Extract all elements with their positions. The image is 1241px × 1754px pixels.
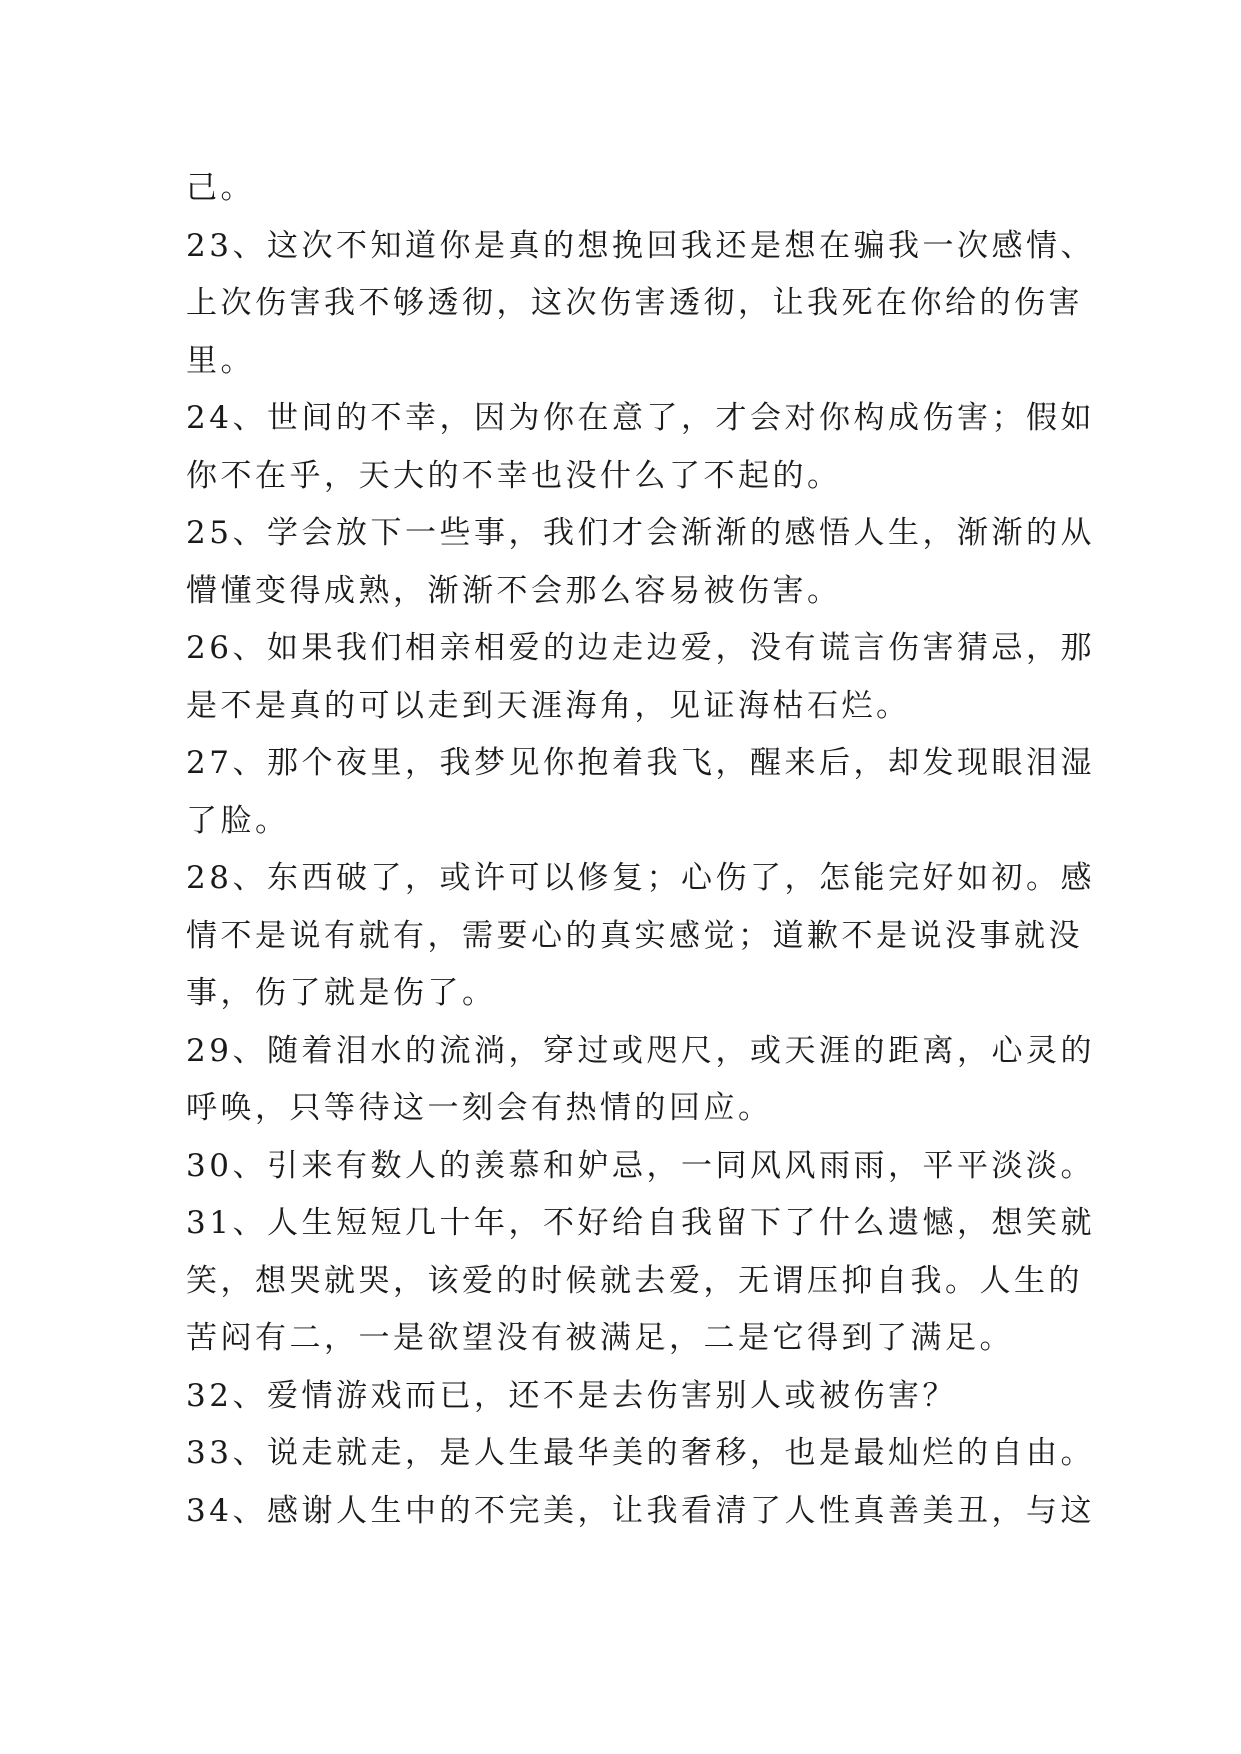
text-line: 了脸。	[186, 802, 290, 839]
text-line: 苦闷有二，一是欲望没有被满足，二是它得到了满足。	[186, 1320, 1014, 1356]
text-line: 笑，想哭就哭，该爱的时候就去爱，无谓压抑自我。人生的	[186, 1262, 1083, 1299]
text-line: 26、如果我们相亲相爱的边走边爱，没有谎言伤害猜忌，那	[186, 630, 1095, 666]
text-line: 呼唤，只等待这一刻会有热情的回应。	[186, 1090, 773, 1126]
text-line: 己。	[186, 170, 255, 206]
text-line: 里。	[186, 342, 255, 379]
text-line: 34、感谢人生中的不完美，让我看清了人性真善美丑，与这	[186, 1492, 1095, 1529]
text-line: 你不在乎，天大的不幸也没什么了不起的。	[186, 457, 842, 494]
text-line: 32、爱情游戏而已，还不是去伤害别人或被伤害？	[186, 1377, 957, 1414]
document-body	[186, 160, 1095, 1540]
text-line: 上次伤害我不够透彻，这次伤害透彻，让我死在你给的伤害	[186, 285, 1083, 321]
text-line: 30、引来有数人的羡慕和妒忌，一同风风雨雨，平平淡淡。	[186, 1147, 1095, 1184]
text-line: 28、东西破了，或许可以修复；心伤了，怎能完好如初。感	[186, 860, 1095, 896]
text-line: 23、这次不知道你是真的想挽回我还是想在骗我一次感情、	[186, 227, 1095, 264]
text-line: 情不是说有就有，需要心的真实感觉；道歉不是说没事就没	[186, 917, 1083, 954]
text-line: 事，伤了就是伤了。	[186, 975, 497, 1011]
text-line: 29、随着泪水的流淌，穿过或咫尺，或天涯的距离，心灵的	[186, 1032, 1095, 1069]
text-line: 31、人生短短几十年，不好给自我留下了什么遗憾，想笑就	[186, 1205, 1095, 1241]
text-line: 24、世间的不幸，因为你在意了，才会对你构成伤害；假如	[186, 400, 1095, 436]
text-line: 是不是真的可以走到天涯海角，见证海枯石烂。	[186, 687, 911, 724]
text-line: 27、那个夜里，我梦见你抱着我飞，醒来后，却发现眼泪湿	[186, 745, 1095, 781]
text-line: 25、学会放下一些事，我们才会渐渐的感悟人生，渐渐的从	[186, 515, 1095, 551]
text-line: 懵懂变得成熟，渐渐不会那么容易被伤害。	[186, 572, 842, 609]
text-line: 33、说走就走，是人生最华美的奢移，也是最灿烂的自由。	[186, 1435, 1095, 1471]
